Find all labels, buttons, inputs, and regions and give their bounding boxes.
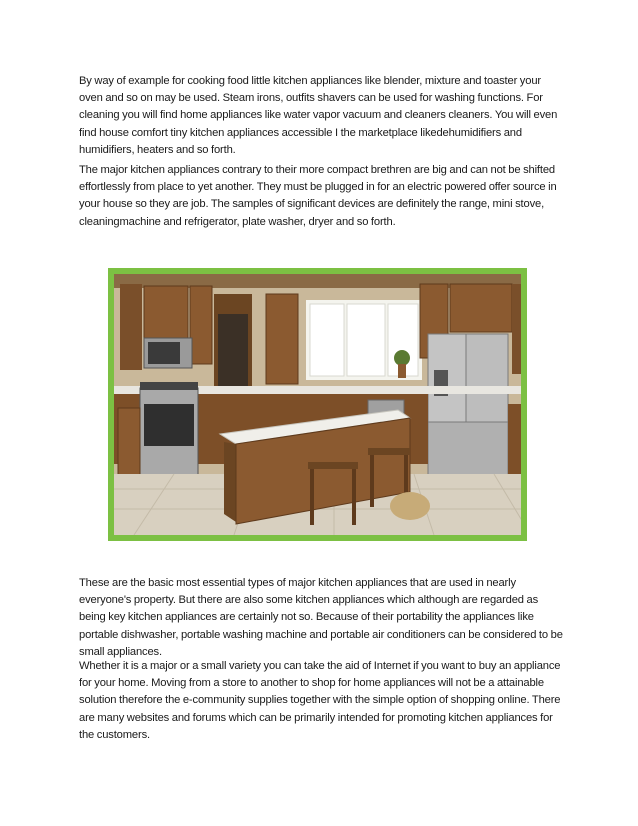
paragraph-small-appliances: By way of example for cooking food little kitchen appliances like blender, mixture and toaster your oven and so on may be used. Steam irons, outfits shavers can be used for washing functions. For cleaning you will find home appliances like water vapor vacuum and cleaners cleaners. You will even find house comfort tiny kitchen appliances accessible I the marketplace likedehumidifiers and humidifiers, heaters and so forth. bbox=[79, 75, 558, 156]
paragraph-major-appliances: The major kitchen appliances contrary to their more compact brethren are big and can not be shifted effortlessly from place to yet another. They must be plugged in for an electric powered offer source in your house so they are job. The samples of significant devices are definitely the range, mini stove, cleaningmachine and refrigerator, plate washer, dryer and so forth. bbox=[79, 164, 557, 228]
kitchen-photo bbox=[114, 274, 521, 535]
kitchen-photo-frame bbox=[108, 268, 527, 541]
paragraph-buy-online: Whether it is a major or a small variety you can take the aid of Internet if you want to buy an appliance for your home. Moving from a store to another to shop for home appliances will not be a attainable solution therefore the e-community supplies together with the simple option of shopping online. There are many websites and forums which can be primarily intended for promoting kitchen appliances for the customers. bbox=[79, 660, 561, 741]
paragraph-portable-appliances: These are the basic most essential types of major kitchen appliances that are used in nearly everyone's property. But there are also some kitchen appliances which although are regarded as being key kitchen appliances are certainly not so. Because of their portability the appliances like portable dishwasher, portable washing machine and portable air conditioners can be considered to be small appliances. bbox=[79, 577, 563, 658]
